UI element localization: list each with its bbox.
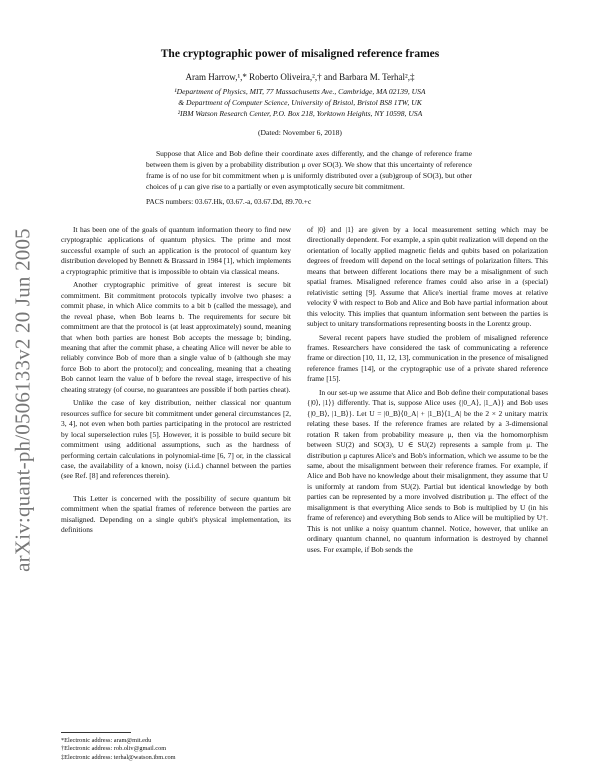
paragraph: Another cryptographic primitive of great interest is secure bit commitment. Bit commitment protocols typically involve two phases: a commit phase, in which Alice commits to a bit b (called the message), and the reveal phase, when Bob learns b. The requirements for secure bit commitment are that the protocol is (at least approximately) sound, meaning that when both parties are honest Bob accepts the message b; binding, meaning that after the commit phase, a cheating Alice will never be able to reliably convince Bob of more than a single value of b (although she may force Bob to abort the protocol); and concealing, meaning that a cheating Bob cannot learn the value of b before the reveal stage, irrespective of his cheating strategy (of course, no guarantees are possible if both parties cheat). — [61, 280, 291, 394]
author-list: Aram Harrow,¹,* Roberto Oliveira,²,† and Barbara M. Terhal²,‡ — [185, 72, 415, 82]
paragraph: In our set-up we assume that Alice and Bob define their computational bases {|0⟩, |1⟩} differently. That is, suppose Alice uses {|0_A⟩, |1_A⟩} and Bob uses {|0_B⟩, |1_B⟩}. Let U = |0_B⟩⟨0_A| + |1_B⟩⟨1_A| be the 2 × 2 unitary matrix relating these bases. If the reference frames are related by a 3-dimensional rotation R taken from probability measure μ, then via the homomorphism between SU(2) and SO(3), U ∈ SU(2) represents a sample from μ. The distribution μ captures Alice's and Bob's information, which we assume to be the same, about the misalignment between their reference frames. For example, if Alice and Bob have no knowledge about their misalignment, they assume that U is uniformly at random from SU(2). Partial but identical knowledge by both parties can be represented by a more involved distribution μ. The effect of the misalignment is that everything Alice sends to Bob is multiplied by U (in his frame of reference) and everything Bob sends to Alice will be multiplied by U†. This is not unlike a noisy quantum channel. Notice, however, that unlike an ordinary quantum channel, no quantum information is destroyed by channel uses. For example, if Bob sends the — [307, 387, 548, 554]
footnote-3: ‡Electronic address: terhal@watson.ibm.com — [61, 753, 176, 761]
footnote-2: †Electronic address: rob.oliv@gmail.com — [61, 745, 167, 753]
paragraph: This Letter is concerned with the possibility of secure quantum bit commitment when the spatial frames of reference between the parties are misaligned. Depending on a single qubit's physical implementation, its definitions — [61, 493, 291, 535]
affiliation-2: & Department of Computer Science, University of Bristol, Bristol BS8 1TW, UK — [178, 98, 422, 107]
date-line: (Dated: November 6, 2018) — [258, 128, 342, 137]
abstract: Suppose that Alice and Bob define their coordinate axes differently, and the change of reference frame between them is given by a probability distribution μ over SO(3). We show that this uncertainty of reference frame is of no use for bit commitment when μ is uniformly distributed over a (sub)group of SO(3), but other choices of μ can give rise to a partially or even asymptotically secure bit commitment. — [146, 149, 472, 191]
footnote-1: *Electronic address: aram@mit.edu — [61, 737, 152, 744]
affiliation-1: ¹Department of Physics, MIT, 77 Massachusetts Ave., Cambridge, MA 02139, USA — [174, 87, 426, 96]
right-column — [307, 225, 548, 558]
footnote-rule — [61, 732, 131, 733]
footnotes — [61, 737, 176, 762]
pacs-numbers: PACS numbers: 03.67.Hk, 03.67.-a, 03.67.Dd, 89.70.+c — [146, 197, 312, 206]
arxiv-id: arXiv:quant-ph/0506133v2 20 Jun 2005 — [10, 228, 35, 572]
paragraph: Several recent papers have studied the problem of misaligned reference frames. Researchers have considered the task of communicating a reference frame or direction [10, 11, 12, 13], communication in the presence of misaligned reference frames [14], or the cryptographic use of a private shared reference frame [15]. — [307, 332, 548, 384]
left-column — [61, 225, 291, 539]
paragraph: It has been one of the goals of quantum information theory to find new cryptographic applications of quantum physics. The prime and most successful example of such an application is the protocol of quantum key distribution developed by Bennett & Brassard in 1984 [1], which implements a cryptographic primitive that is impossible to obtain via classical means. — [61, 225, 291, 276]
arxiv-sidebar-stamp — [6, 180, 40, 620]
paragraph: of |0⟩ and |1⟩ are given by a local measurement setting which may be directionally dependent. For example, a spin qubit realization will depend on the orientation of locally applied magnetic fields and qubits based on polarization degrees of freedom will depend on the local settings of polarization filters. This means that between different locations there may be a misalignment of such spatial frames. Misaligned reference frames could also arise in a (special) relativistic setting [9]. Assume that Alice's inertial frame moves at relative velocity v⃗ with respect to Bob and Alice and Bob have partial information about this velocity. This implies that quantum information sent between the parties is subject to unitary transformations representing boosts in the Lorentz group. — [307, 225, 548, 329]
paper-title: The cryptographic power of misaligned reference frames — [160, 48, 440, 60]
paragraph: Unlike the case of key distribution, neither classical nor quantum resources suffice for secure bit commitment under general circumstances [2, 3, 4], not even when both parties participating in the protocol are restricted by local superselection rules [5]. However, it is possible to build secure bit commitment using additional assumptions, such as the hardness of performing certain calculations in polynomial-time [6, 7] or, in the classical case, the availability of a known, noisy (i.i.d.) channel between the parties (see Ref. [8] and references therein). — [61, 398, 291, 481]
affiliation-3: ²IBM Watson Research Center, P.O. Box 218, Yorktown Heights, NY 10598, USA — [177, 109, 423, 118]
